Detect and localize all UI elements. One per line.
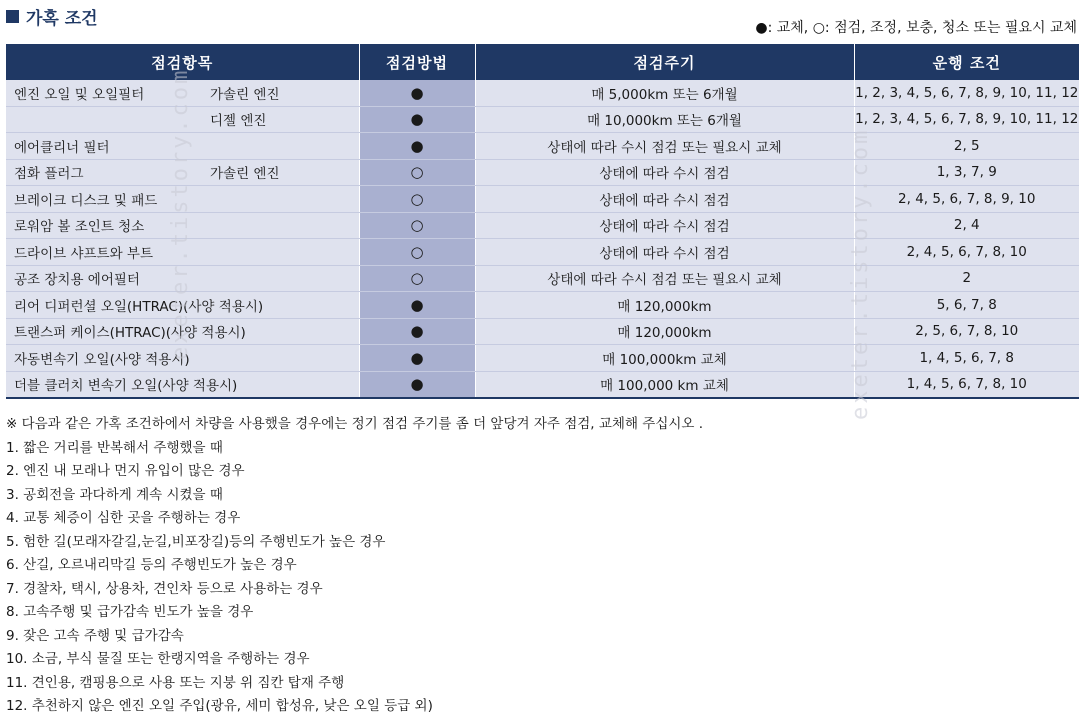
method-cell: ● — [359, 133, 475, 160]
table-row — [6, 159, 1079, 186]
title-square-icon — [6, 10, 19, 23]
note-item: 5. 험한 길(모래자갈길,눈길,비포장길)등의 주행빈도가 높은 경우 — [6, 533, 386, 550]
note-item: 10. 소금, 부식 물질 또는 한랭지역을 주행하는 경우 — [6, 651, 310, 667]
note-item: 6. 산길, 오르내리막길 등의 주행빈도가 높은 경우 — [6, 557, 297, 573]
cycle-cell: 매 120,000km — [475, 318, 854, 345]
watermark-right: exeter.tistory.com — [848, 127, 873, 420]
item-name: 드라이브 샤프트와 부트 — [14, 245, 153, 262]
note-item: 7. 경찰차, 택시, 상용차, 견인차 등으로 사용하는 경우 — [6, 580, 323, 597]
header-cycle: 점검주기 — [475, 44, 854, 80]
cycle-cell: 매 120,000km — [475, 292, 854, 319]
cycle-cell: 매 100,000km 교체 — [475, 345, 854, 372]
method-cell: ○ — [359, 239, 475, 266]
condition-cell: 2, 4 — [854, 212, 1079, 239]
table-row — [6, 292, 1079, 319]
table-row — [6, 265, 1079, 292]
method-cell: ● — [359, 292, 475, 319]
condition-cell: 5, 6, 7, 8 — [854, 292, 1079, 319]
notes-lead: ※ 다음과 같은 가혹 조건하에서 차량을 사용했을 경우에는 정기 점검 주기를 좀 더 앞당겨 자주 점검, 교체해 주십시오 . — [6, 416, 704, 432]
cycle-cell: 매 5,000km 또는 6개월 — [475, 80, 854, 106]
table-row — [6, 239, 1079, 266]
watermark-left: exeter.tistory.com — [168, 67, 193, 360]
condition-cell: 1, 4, 5, 6, 7, 8, 10 — [854, 371, 1079, 398]
item-engine-type: 디젤 엔진 — [210, 113, 267, 130]
note-item: 12. 추천하지 않은 엔진 오일 주입(광유, 세미 합성유, 낮은 오일 등급 외) — [6, 698, 433, 714]
method-cell: ● — [359, 371, 475, 398]
section-title — [6, 4, 98, 29]
item-name: 공조 장치용 에어필터 — [14, 272, 140, 289]
maintenance-table — [6, 44, 1079, 399]
header-method: 점검방법 — [359, 44, 475, 80]
condition-cell: 2, 5, 6, 7, 8, 10 — [854, 318, 1079, 345]
item-name: 자동변속기 오일(사양 적용시) — [14, 351, 190, 368]
condition-cell: 1, 3, 7, 9 — [854, 159, 1079, 186]
header-item: 점검항목 — [6, 44, 359, 80]
method-cell: ○ — [359, 159, 475, 186]
item-name: 브레이크 디스크 및 패드 — [14, 192, 158, 209]
condition-cell: 2, 5 — [854, 133, 1079, 160]
method-cell: ○ — [359, 265, 475, 292]
legend-text: ●: 교체, ○: 점검, 조정, 보충, 청소 또는 필요시 교체 — [755, 20, 1077, 36]
item-name: 엔진 오일 및 오일필터 — [14, 86, 145, 103]
condition-cell: 1, 4, 5, 6, 7, 8 — [854, 345, 1079, 372]
method-cell: ● — [359, 80, 475, 106]
table-row — [6, 212, 1079, 239]
item-name: 점화 플러그 — [14, 166, 84, 183]
method-cell: ● — [359, 318, 475, 345]
table-row — [6, 345, 1079, 372]
condition-cell: 2 — [854, 265, 1079, 292]
table-row — [6, 80, 1079, 106]
item-name: 에어클리너 필터 — [14, 139, 110, 156]
method-cell: ○ — [359, 212, 475, 239]
item-name: 트랜스퍼 케이스(HTRAC)(사양 적용시) — [14, 325, 246, 342]
table-row — [6, 318, 1079, 345]
method-cell: ● — [359, 345, 475, 372]
item-engine-type: 가솔린 엔진 — [210, 86, 280, 103]
table-header-row — [6, 44, 1079, 80]
condition-cell: 2, 4, 5, 6, 7, 8, 10 — [854, 239, 1079, 266]
item-cell — [6, 371, 359, 398]
cycle-cell: 상태에 따라 수시 점검 — [475, 212, 854, 239]
table-row — [6, 133, 1079, 160]
item-name: 더블 클러치 변속기 오일(사양 적용시) — [14, 378, 238, 395]
notes-section — [6, 413, 703, 719]
cycle-cell: 상태에 따라 수시 점검 또는 필요시 교체 — [475, 265, 854, 292]
header-condition: 운행 조건 — [854, 44, 1079, 80]
section-title-text: 가혹 조건 — [26, 9, 98, 29]
condition-cell: 1, 2, 3, 4, 5, 6, 7, 8, 9, 10, 11, 12 — [854, 80, 1079, 106]
item-name: 리어 디퍼런셜 오일(HTRAC)(사양 적용시) — [14, 298, 264, 315]
cycle-cell: 상태에 따라 수시 점검 — [475, 239, 854, 266]
cycle-cell: 상태에 따라 수시 점검 — [475, 159, 854, 186]
condition-cell: 1, 2, 3, 4, 5, 6, 7, 8, 9, 10, 11, 12 — [854, 106, 1079, 133]
table-row — [6, 371, 1079, 398]
table-row — [6, 106, 1079, 133]
note-item: 2. 엔진 내 모래나 먼지 유입이 많은 경우 — [6, 463, 245, 479]
method-cell: ● — [359, 106, 475, 133]
cycle-cell: 상태에 따라 수시 점검 — [475, 186, 854, 213]
table-row — [6, 186, 1079, 213]
table-body — [6, 80, 1079, 398]
cycle-cell: 매 10,000km 또는 6개월 — [475, 106, 854, 133]
condition-cell: 2, 4, 5, 6, 7, 8, 9, 10 — [854, 186, 1079, 213]
item-name: 로워암 볼 조인트 청소 — [14, 219, 145, 236]
note-item: 11. 견인용, 캠핑용으로 사용 또는 지붕 위 짐칸 탑재 주행 — [6, 674, 345, 691]
item-engine-type: 가솔린 엔진 — [210, 166, 280, 183]
method-cell: ○ — [359, 186, 475, 213]
note-item: 8. 고속주행 및 급가감속 빈도가 높을 경우 — [6, 604, 254, 620]
note-item: 1. 짧은 거리를 반복해서 주행했을 때 — [6, 439, 223, 456]
notes-list — [6, 437, 703, 719]
note-item: 9. 잦은 고속 주행 및 급가감속 — [6, 627, 184, 644]
note-item: 3. 공회전을 과다하게 계속 시켰을 때 — [6, 486, 223, 503]
cycle-cell: 매 100,000 km 교체 — [475, 371, 854, 398]
note-item: 4. 교통 체증이 심한 곳을 주행하는 경우 — [6, 510, 241, 526]
cycle-cell: 상태에 따라 수시 점검 또는 필요시 교체 — [475, 133, 854, 160]
